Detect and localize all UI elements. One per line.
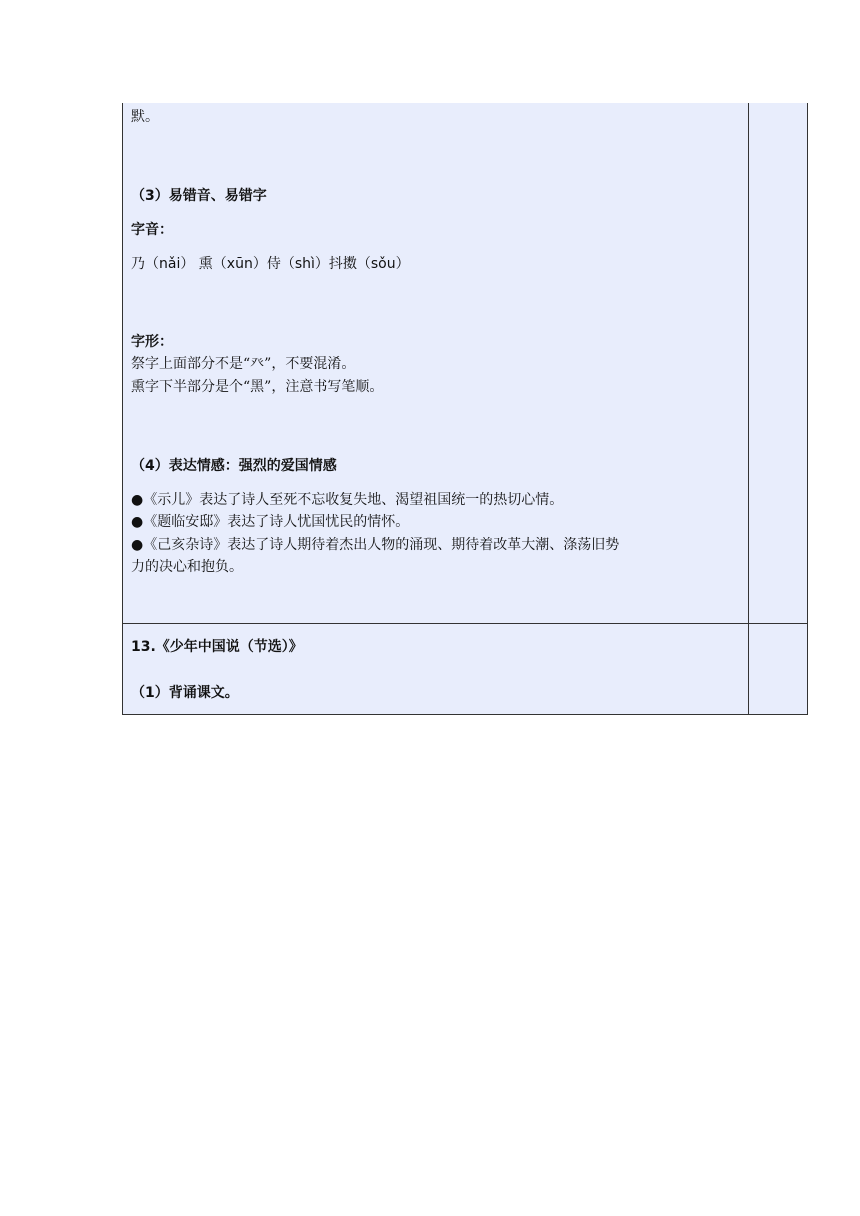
bullet-item: ●《己亥杂诗》表达了诗人期待着杰出人物的涌现、期待着改革大潮、涤荡旧势 [131, 537, 620, 553]
bullet-item: ●《题临安邸》表达了诗人忧国忧民的情怀。 [131, 514, 410, 530]
side-cell [749, 103, 807, 623]
character-shape-label: 字形： [131, 334, 173, 350]
pronunciation-line: 乃（nǎi） 熏（xūn）侍（shì）抖擞（sǒu） [131, 256, 410, 272]
pronunciation-label: 字音： [131, 222, 173, 238]
section-heading: （4）表达情感：强烈的爱国情感 [131, 458, 337, 474]
side-cell [749, 624, 807, 714]
content-cell [123, 624, 749, 714]
table-row [122, 624, 808, 715]
bullet-item: ●《示儿》表达了诗人至死不忘收复失地、渴望祖国统一的热切心情。 [131, 492, 564, 508]
bullet-item-continued: 力的决心和抱负。 [131, 559, 243, 575]
notes-table [122, 103, 808, 715]
table-row [122, 103, 808, 624]
character-shape-line: 熏字下半部分是个“黑”，注意书写笔顺。 [131, 379, 384, 395]
content-cell [123, 103, 749, 623]
continued-text: 默。 [131, 109, 159, 125]
section-heading: （1）背诵课文。 [131, 685, 239, 701]
character-shape-line: 祭字上面部分不是“癶”，不要混淆。 [131, 356, 356, 372]
section-heading: （3）易错音、易错字 [131, 188, 267, 204]
lesson-title: 13.《少年中国说（节选）》 [131, 639, 303, 655]
